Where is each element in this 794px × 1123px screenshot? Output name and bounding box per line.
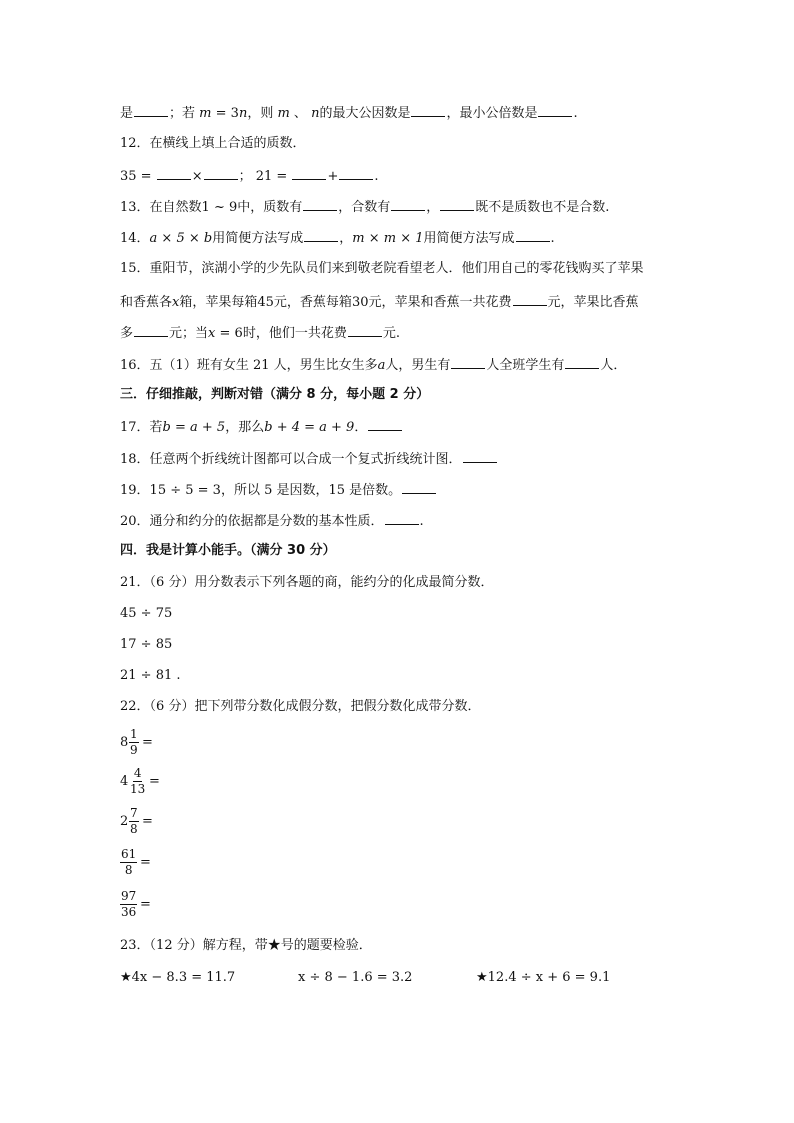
answer-blank[interactable] bbox=[303, 197, 337, 211]
answer-blank[interactable] bbox=[565, 355, 599, 369]
denominator: 8 bbox=[130, 822, 138, 836]
math-var: n bbox=[238, 106, 248, 121]
text: ，则 bbox=[247, 106, 274, 121]
numerator: 7 bbox=[130, 806, 138, 820]
numerator: 4 bbox=[133, 766, 142, 780]
answer-blank[interactable] bbox=[402, 480, 436, 494]
text: ，合数有 bbox=[338, 200, 391, 215]
denominator: 9 bbox=[130, 743, 138, 757]
text: 、 bbox=[289, 106, 307, 121]
q23-equation-2: x ÷ 8 − 1.6 = 3.2 bbox=[298, 970, 413, 985]
text: ；若 bbox=[169, 106, 196, 121]
whole-part: 8 bbox=[120, 735, 129, 750]
equals-sign: = bbox=[140, 897, 151, 912]
text: ，那么 bbox=[225, 420, 265, 435]
denominator: 8 bbox=[124, 863, 133, 877]
text: ， bbox=[339, 231, 353, 246]
text: 箱，苹果每箱 bbox=[179, 295, 258, 310]
text: 元，苹果和香蕉一共花费 bbox=[368, 295, 512, 310]
q21-item: 17 ÷ 85 bbox=[120, 637, 173, 652]
math-expr: a × 5 × b bbox=[149, 231, 213, 246]
q23-equation-1: ★4x − 8.3 = 11.7 bbox=[120, 970, 236, 985]
q13 bbox=[120, 197, 609, 217]
text: + bbox=[327, 169, 339, 184]
text: 用简便方法写成 bbox=[212, 231, 304, 246]
text: 35 = bbox=[120, 169, 152, 184]
numerator: 61 bbox=[121, 847, 137, 861]
answer-blank[interactable] bbox=[339, 166, 373, 180]
math-var: x bbox=[172, 295, 180, 310]
numerator: 97 bbox=[121, 889, 137, 903]
text: 45 bbox=[257, 295, 274, 310]
text: × bbox=[191, 169, 203, 184]
text: 30 bbox=[351, 295, 369, 310]
math-expr: b + 4 = a + 9 bbox=[264, 420, 355, 435]
answer-blank[interactable] bbox=[411, 103, 445, 117]
denominator: 13 bbox=[130, 782, 146, 796]
fraction bbox=[120, 847, 137, 878]
section-3-heading: 三．仔细推敲，判断对错（满分 8 分，每小题 2 分） bbox=[120, 387, 430, 402]
fraction bbox=[120, 889, 137, 920]
answer-blank[interactable] bbox=[451, 355, 485, 369]
text: 人． bbox=[600, 358, 627, 373]
equals-sign: = bbox=[149, 774, 160, 789]
answer-blank[interactable] bbox=[348, 323, 382, 337]
q22-title: 22．（6 分）把下列带分数化成假分数，把假分数化成带分数． bbox=[120, 699, 481, 714]
answer-blank[interactable] bbox=[304, 228, 338, 242]
text: 中，质数有 bbox=[237, 200, 303, 215]
text: . bbox=[550, 231, 555, 246]
math-var: n bbox=[311, 106, 320, 121]
q21-item: 21 ÷ 81 . bbox=[120, 668, 181, 683]
text: 元，苹果比香蕉 bbox=[547, 295, 639, 310]
section-4-heading: 四．我是计算小能手。（满分 30 分） bbox=[120, 543, 336, 558]
math-var: x bbox=[208, 326, 216, 341]
q18 bbox=[120, 449, 498, 469]
text: ， bbox=[426, 200, 440, 215]
answer-blank[interactable] bbox=[516, 228, 550, 242]
answer-blank[interactable] bbox=[538, 103, 572, 117]
text: 13．在自然数 bbox=[120, 200, 202, 215]
text: 18．任意两个折线统计图都可以合成一个复式折线统计图． bbox=[120, 452, 462, 467]
text: 16．五（1）班有女生 21 人，男生比女生多 bbox=[120, 358, 378, 373]
text: . bbox=[374, 169, 379, 184]
q15-line1: 15．重阳节，滨湖小学的少先队员们来到敬老院看望老人．他们用自己的零花钱购买了苹果 bbox=[120, 261, 644, 276]
q15-line2 bbox=[120, 292, 639, 312]
text: 的最大公因数是 bbox=[319, 106, 411, 121]
answer-blank[interactable] bbox=[134, 323, 168, 337]
text: ． bbox=[354, 420, 368, 435]
text: . bbox=[419, 514, 424, 529]
text: ； 21 = bbox=[238, 169, 288, 184]
answer-blank[interactable] bbox=[157, 166, 191, 180]
text: 元，香蕉每箱 bbox=[273, 295, 352, 310]
text: 17．若 bbox=[120, 420, 163, 435]
answer-blank[interactable] bbox=[463, 449, 497, 463]
answer-blank[interactable] bbox=[440, 197, 474, 211]
equals-sign: = bbox=[140, 855, 151, 870]
equals-sign: = bbox=[142, 735, 153, 750]
text: 人全班学生有 bbox=[486, 358, 565, 373]
q20 bbox=[120, 511, 424, 531]
q23-equation-3: ★12.4 ÷ x + 6 = 9.1 bbox=[476, 970, 611, 985]
text: 19．15 ÷ 5 = 3，所以 5 是因数，15 是倍数。 bbox=[120, 483, 402, 498]
math-expr: m × m × 1 bbox=[352, 231, 424, 246]
whole-part: 2 bbox=[120, 814, 129, 829]
q12-title: 12．在横线上填上合适的质数． bbox=[120, 136, 306, 151]
q15-line3 bbox=[120, 323, 400, 343]
math-var: a bbox=[377, 358, 386, 373]
text: 用简便方法写成 bbox=[423, 231, 515, 246]
answer-blank[interactable] bbox=[513, 292, 547, 306]
answer-blank[interactable] bbox=[204, 166, 238, 180]
text: ，最小公倍数是 bbox=[446, 106, 538, 121]
text: 是 bbox=[120, 106, 134, 121]
text: 时，他们一共花费 bbox=[242, 326, 347, 341]
text: = 3 bbox=[211, 106, 239, 121]
q23-title: 23．（12 分）解方程，带★号的题要检验． bbox=[120, 938, 372, 953]
answer-blank[interactable] bbox=[385, 511, 419, 525]
q11-continuation bbox=[120, 103, 578, 123]
q17 bbox=[120, 417, 403, 437]
math-expr: b = a + 5 bbox=[162, 420, 226, 435]
whole-part: 4 bbox=[120, 774, 129, 789]
answer-blank[interactable] bbox=[391, 197, 425, 211]
q21-item: 45 ÷ 75 bbox=[120, 606, 173, 621]
text: 14． bbox=[120, 231, 150, 246]
text: 元. bbox=[382, 326, 400, 341]
numerator: 1 bbox=[130, 727, 138, 741]
fraction bbox=[129, 766, 146, 797]
text: . bbox=[573, 106, 578, 121]
text: 多 bbox=[120, 326, 134, 341]
answer-blank[interactable] bbox=[368, 417, 402, 431]
text: 1 ~ 9 bbox=[201, 200, 238, 215]
text: 20．通分和约分的依据都是分数的基本性质． bbox=[120, 514, 384, 529]
q16 bbox=[120, 355, 626, 375]
text: 人，男生有 bbox=[385, 358, 451, 373]
q12-blanks bbox=[120, 166, 379, 186]
math-var: m bbox=[199, 106, 212, 121]
text: 和香蕉各 bbox=[120, 295, 173, 310]
text: = 6 bbox=[215, 326, 243, 341]
equals-sign: = bbox=[142, 814, 153, 829]
fraction bbox=[129, 806, 139, 837]
answer-blank[interactable] bbox=[292, 166, 326, 180]
math-var: m bbox=[277, 106, 290, 121]
q21-title: 21．（6 分）用分数表示下列各题的商，能约分的化成最简分数． bbox=[120, 575, 494, 590]
answer-blank[interactable] bbox=[134, 103, 168, 117]
text: 既不是质数也不是合数. bbox=[475, 200, 610, 215]
q19 bbox=[120, 480, 437, 500]
q14 bbox=[120, 228, 555, 248]
fraction bbox=[129, 727, 139, 758]
denominator: 36 bbox=[121, 905, 137, 919]
text: 元；当 bbox=[169, 326, 209, 341]
